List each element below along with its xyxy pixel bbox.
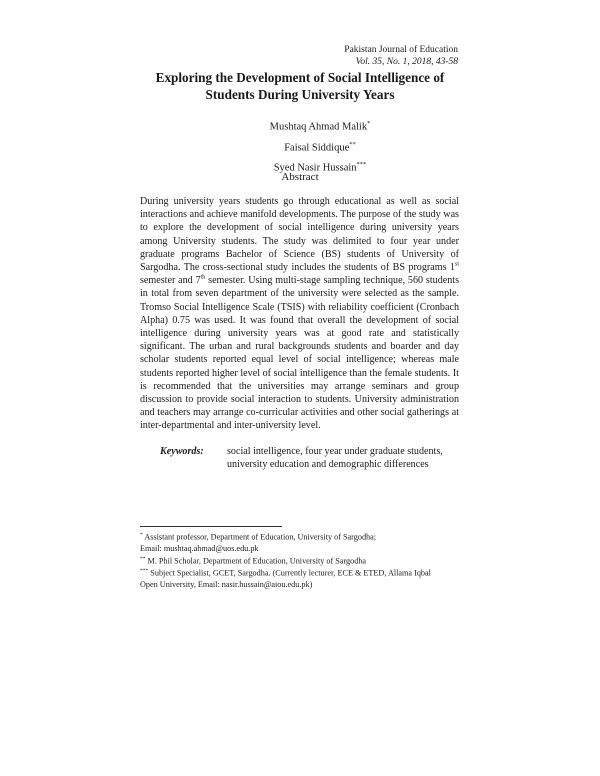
abstract-sup-1: st: [454, 261, 459, 268]
footnote-mark: *: [140, 532, 143, 538]
author-mark: **: [349, 140, 356, 148]
title-line-1: Exploring the Development of Social Intelligence of: [155, 70, 445, 85]
footnote-divider: [140, 526, 282, 527]
abstract-part-2: semester and 7: [140, 275, 201, 287]
abstract-sup-2: th: [200, 274, 206, 281]
footnote-text: Assistant professor, Department of Education, University of Sargodha;: [144, 532, 377, 542]
paper-title: [120, 69, 480, 103]
footnote-text: M. Phil Scholar, Department of Education, University of Sargodha: [147, 556, 367, 566]
journal-volume: Vol. 35, No. 1, 2018, 43-58: [355, 57, 458, 67]
keywords-label: Keywords:: [160, 446, 204, 457]
abstract-heading: Abstract: [281, 171, 319, 183]
footnote-3: [140, 566, 470, 590]
footnotes: [140, 530, 470, 590]
keywords: [160, 445, 460, 471]
footnote-mark: ***: [140, 568, 149, 575]
footnote-mark: **: [140, 555, 146, 562]
journal-name: Pakistan Journal of Education: [344, 45, 458, 55]
author-list: [200, 115, 440, 177]
footnote-email: Email: mushtaq.ahmad@uos.edu.pk: [140, 543, 259, 553]
keywords-line-2: university education and demographic differences: [227, 459, 429, 470]
author-1: [200, 115, 440, 136]
author-name: Faisal Siddique: [284, 142, 350, 153]
footnote-email: Open University, Email: nasir.hussain@aiou.edu.pk): [140, 580, 313, 590]
author-name: Syed Nasir Hussain: [273, 162, 357, 174]
keywords-line-1: social intelligence, four year under graduate students,: [227, 446, 443, 457]
abstract-part-1: During university years students go through educational as well as social interactions and achieve manifold developments. The purpose of the study was to explore the development of social intelligence during university years among University students. The study was delimited to four year under graduate programs Bachelor of Science (BS) students of University of Sargodha. The cross-sectional study includes the students of BS programs 1: [140, 196, 459, 274]
author-name: Mushtaq Ahmad Malik: [269, 121, 368, 133]
footnote-1: [140, 530, 470, 554]
author-mark: *: [367, 120, 371, 127]
footnote-2: [140, 554, 470, 567]
abstract-part-3: semester. Using multi-stage sampling technique, 560 students in total from seven department of the university were selected as the sample. Tromso Social Intelligence Scale (TSIS) with reliability coefficient (Cronbach Alpha) 0.75 was used. It was found that overall the development of social intelligence during university years was at good rate and statistically significant. The urban and rural backgrounds students and boarder and day scholar students reported equal level of social intelligence; whereas male students reported higher level of social intelligence than the female students. It is recommended that the universities may arrange seminars and group discussion to provide social interaction to students. University administration and teachers may arrange co-curricular activities and other social gatherings at inter-departmental and inter-university level.: [140, 275, 459, 432]
journal-header: [344, 44, 458, 68]
title-line-2: Students During University Years: [205, 87, 395, 102]
author-mark: ***: [356, 161, 367, 168]
footnote-text: Subject Specialist, GCET, Sargodha. (Currently lecturer, ECE & ETED, Allama Iqbal: [150, 569, 431, 579]
abstract-body: [140, 195, 459, 433]
author-2: [200, 136, 440, 157]
